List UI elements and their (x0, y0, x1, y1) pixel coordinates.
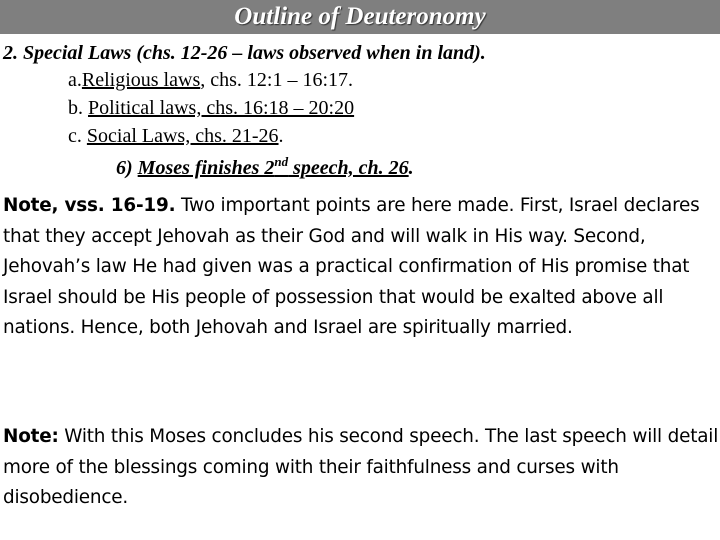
note-2-text: With this Moses concludes his second speech. The last speech will detail more of the blessings coming with their faithfulness and curses with disobedience. (3, 426, 719, 508)
point-6-end: . (408, 157, 414, 179)
point-6-underlined-a: Moses finishes 2 (137, 157, 275, 179)
point-6-superscript: nd (274, 154, 289, 169)
point-6-prefix: 6) (116, 157, 138, 179)
item-b-prefix: b. (68, 97, 88, 119)
note-paragraph-2 (3, 422, 719, 514)
section-heading: 2. Special Laws (chs. 12-26 – laws observed when in land). (3, 42, 486, 64)
point-6-underlined-b: speech, ch. 26 (288, 157, 409, 179)
note-1-label: Note, vss. 16-19. (3, 195, 176, 216)
item-c-prefix: c. (68, 125, 87, 147)
item-a-underlined: Religious laws (81, 69, 201, 91)
slide-title: Outline of Deuteronomy (234, 3, 486, 30)
note-2-label: Note: (3, 426, 59, 447)
item-social-laws (68, 124, 284, 148)
item-a-prefix: a. (68, 69, 82, 91)
item-b-underlined: Political laws, chs. 16:18 – 20:20 (88, 97, 355, 119)
note-1-text: Two important points are here made. First, Israel declares that they accept Jehovah as their God and will walk in His way. Second, Jehovah’s law He had given was a practical confirmation of His promise that Israel should be His people of possession that would be exalted above all nations. Hence, both Jehovah and Israel are spiritually married. (3, 195, 700, 338)
point-6-moses-finishes (116, 156, 414, 180)
item-c-rest: . (278, 125, 284, 147)
item-political-laws (68, 96, 354, 120)
note-paragraph-1 (3, 191, 719, 344)
item-a-rest: , chs. 12:1 – 16:17. (200, 69, 354, 91)
item-c-underlined: Social Laws, chs. 21-26 (86, 125, 279, 147)
item-religious-laws (68, 68, 353, 92)
